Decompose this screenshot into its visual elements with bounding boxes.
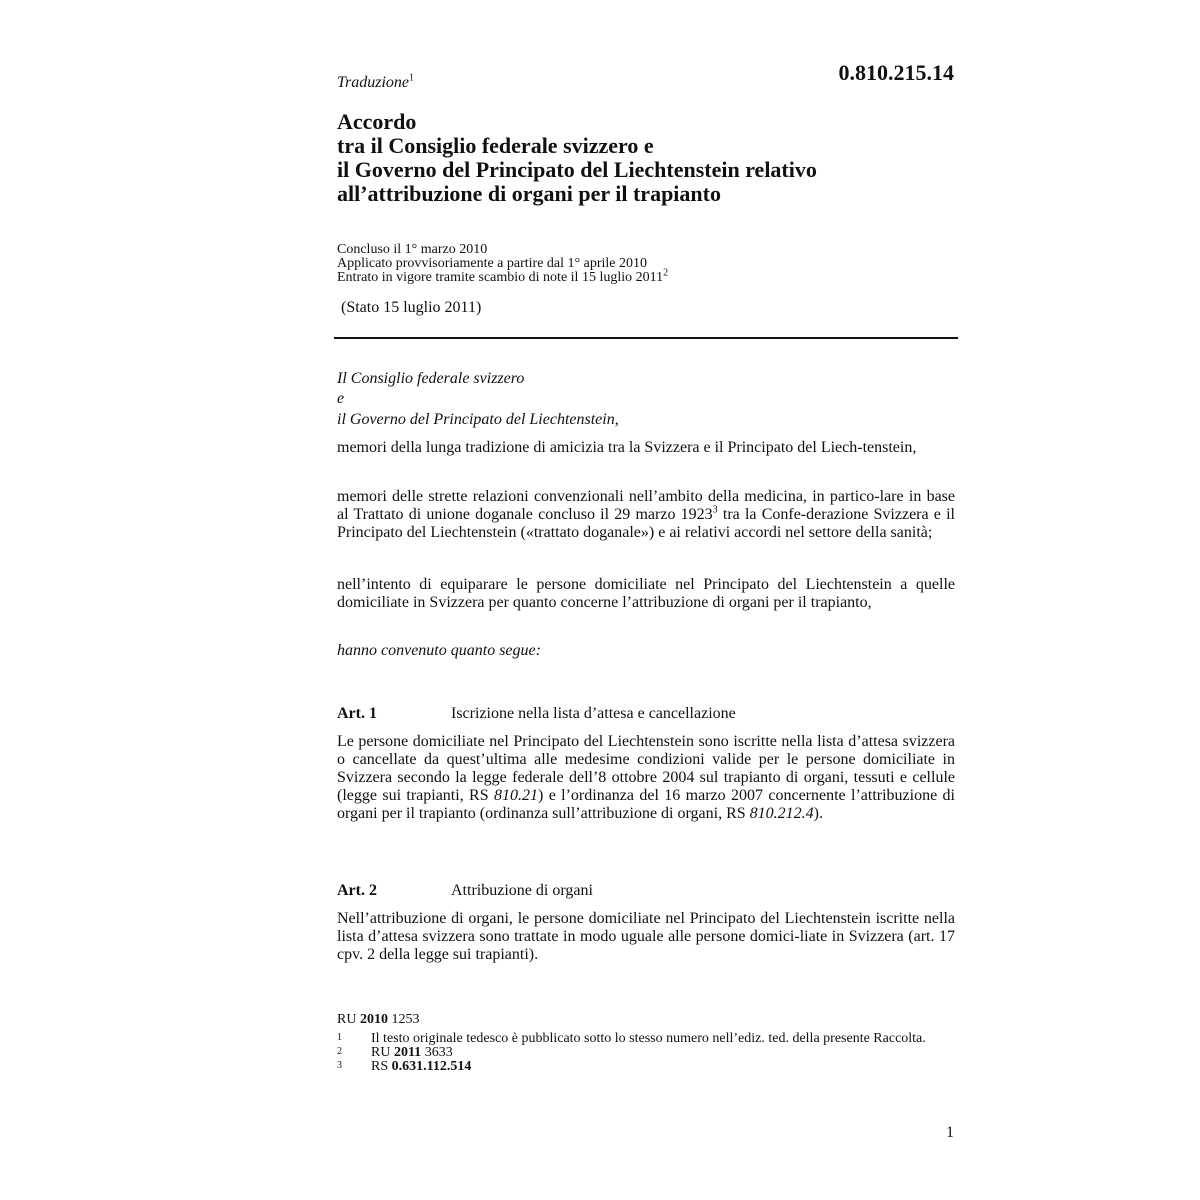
footnote-2 — [337, 1046, 957, 1060]
title-line-1: Accordo — [337, 109, 417, 134]
header-divider — [334, 337, 958, 339]
footnote-mark: 1 — [337, 1032, 342, 1043]
footnotes — [337, 1013, 957, 1074]
sr-number: 0.810.215.14 — [838, 60, 954, 85]
footnote-mark: 3 — [337, 1060, 342, 1071]
article-1-heading — [337, 705, 955, 723]
status-date: (Stato 15 luglio 2011) — [341, 299, 482, 316]
preamble-closing: hanno convenuto quanto segue: — [337, 642, 541, 659]
footnote-text: RS 0.631.112.514 — [371, 1059, 472, 1074]
title-line-2: tra il Consiglio federale svizzero e — [337, 133, 654, 158]
preamble-paragraph-3: nell’intento di equiparare le persone domiciliate nel Principato del Liechtenstein a quelle domiciliate in Svizzera per quanto concerne l’attribuzione di organi per il trapianto, — [337, 576, 955, 611]
preamble-party-1: Il Consiglio federale svizzero — [337, 370, 525, 387]
legal-ref-810-21[interactable]: 810.21 — [494, 787, 538, 804]
entry-into-force: Entrato in vigore tramite scambio di note il 15 luglio 2011$^2$ — [337, 267, 669, 285]
document-meta — [337, 243, 668, 285]
article-2-text: Nell’attribuzione di organi, le persone domiciliate nel Principato del Liechtenstein iscritte nella lista d’attesa svizzera sono trattate in modo uguale alle persone domici-liate in Svizzera (art. 17 cpv. 2 della legge sui trapianti). — [337, 910, 955, 963]
article-2-title: Attribuzione di organi — [451, 882, 593, 899]
concluded-date: Concluso il 1° marzo 2010 — [337, 242, 488, 257]
article-2-number: Art. 2 — [337, 882, 377, 899]
footnote-1 — [337, 1032, 957, 1046]
footnote-ref-1[interactable]: 1 — [409, 72, 415, 84]
article-1-number: Art. 1 — [337, 705, 377, 722]
translation-label: Traduzione$^1$ — [337, 72, 415, 91]
article-1-title: Iscrizione nella lista d’attesa e cancellazione — [451, 705, 736, 722]
article-1-text: Le persone domiciliate nel Principato del Liechtenstein sono iscritte nella lista d’attesa svizzera o cancellate da quest’ultima alle medesime condizioni valide per le persone domiciliate in Svizzera secondo la legge federale dell’8 ottobre 2004 sul trapianto di organi, tessuti e cellule (legge sui trapianti, RS 810.21) e l’ordinanza del 16 marzo 2007 concernente l’attribuzione di organi per il trapianto (ordinanza sull’attribuzione di organi, RS 810.212.4). — [337, 733, 956, 822]
footnote-text: RU 2011 3633 — [371, 1045, 453, 1060]
title-line-4: all’attribuzione di organi per il trapianto — [337, 181, 721, 206]
footnote-text: Il testo originale tedesco è pubblicato sotto lo stesso numero nell’ediz. ted. della presente Raccolta. — [371, 1031, 926, 1046]
preamble-paragraph-2: memori delle strette relazioni convenzionali nell’ambito della medicina, in partico-lare in base al Trattato di unione doganale concluso il 29 marzo 1923$^3$ tra la Confe-derazione Svizzera e il Principato del Liechtenstein («trattato doganale») e ai relativi accordi nel settore della sanità; — [337, 488, 955, 541]
footnote-mark: 2 — [337, 1046, 342, 1057]
footnote-ref-2[interactable]: 2 — [663, 267, 669, 279]
footnote-ref-3[interactable]: 3 — [712, 504, 718, 516]
footnote-3 — [337, 1060, 957, 1074]
page-number: 1 — [946, 1124, 954, 1141]
legal-ref-810-212-4[interactable]: 810.212.4 — [749, 805, 814, 822]
article-2-heading — [337, 882, 955, 900]
ru-reference: RU 2010 1253 — [337, 1012, 420, 1027]
preamble-paragraph-1: memori della lunga tradizione di amicizia tra la Svizzera e il Principato del Liech-tenstein, — [337, 439, 917, 456]
preamble-party-2: il Governo del Principato del Liechtenstein, — [337, 411, 619, 428]
title-line-3: il Governo del Principato del Liechtenstein relativo — [337, 157, 817, 182]
applied-date: Applicato provvisoriamente a partire dal 1° aprile 2010 — [337, 256, 647, 271]
preamble-conjunction: e — [337, 390, 345, 407]
document-title — [337, 110, 957, 206]
